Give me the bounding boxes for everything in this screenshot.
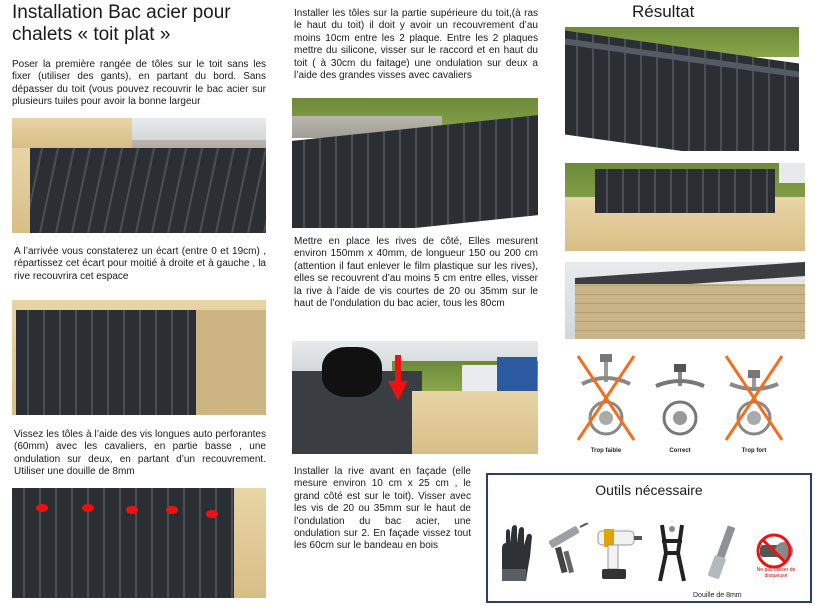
drill-icon <box>594 523 644 583</box>
photo-side-edge <box>292 341 538 454</box>
screw-marker <box>166 506 178 514</box>
step-5-text: Mettre en place les rives de côté, Elles mesurent environ 150mm x 40mm, de longueur 150 ou 200 cm (attention il faut enlever le film plastique sur les rives), elles se recouvrent d’au moins 5 cm entre elles, visser la rive à l’aide de vis courtes de 20 ou 35mm sur le haut de l’ondulation du bac acier, tous les 80cm <box>294 236 538 310</box>
step-4-text: Installer les tôles sur la partie supérieure du toit,(à ras le haut du toit) il doit y avoir un recouvrement d’au moins 10cm entre les 2 plaque. Entre les 2 plaques mettre du silicone, visser sur le raccord et en haut du toit ( à 30cm du faitage) une ondulation sur deux a l’aide des grandes visses avec cavaliers <box>294 8 538 82</box>
photo-gap-sheets <box>12 300 266 415</box>
photo-result-2 <box>565 163 805 251</box>
page-title: Installation Bac acier pour chalets « toit plat » <box>12 2 231 45</box>
screw-marker <box>206 510 218 518</box>
screw-label-too-strong: Trop fort <box>741 448 767 454</box>
photo-first-row-sheets <box>12 118 266 233</box>
photo-result-3 <box>565 262 805 339</box>
gloves-icon <box>496 523 540 583</box>
socket-icon <box>702 523 742 583</box>
photo-result-1 <box>565 27 799 151</box>
step-6-text: Installer la rive avant en façade (elle mesure environ 10 cm x 25 cm , le grand côté est sur le toit). Visser avec les vis de 20 ou 35mm sur le haut de l’ondulation du bac acier, une ondulation sur 2. En façade vissez tout les 60cm sur le bandeau en bois <box>294 466 471 552</box>
socket-caption: Douille de 8mm <box>693 592 742 599</box>
no-grinder-caption: Ne pas utiliser de disqueuse <box>756 567 796 579</box>
tools-title: Outils nécessaire <box>595 482 703 498</box>
screw-too-strong <box>722 350 786 458</box>
silicone-gun-icon <box>544 523 590 583</box>
harness-icon <box>652 523 692 583</box>
step-3-text: Vissez les tôles à l’aide des vis longues auto perforantes (60mm) avec les cavaliers, en partie basse , une ondulation sur deux, en partant d’un recouvrement. Utiliser une douille de 8mm <box>14 429 266 478</box>
down-arrow-icon <box>388 355 408 401</box>
screw-correct <box>648 350 712 458</box>
tools-panel <box>486 473 812 603</box>
photo-upper-sheets <box>292 98 538 228</box>
screw-marker <box>126 506 138 514</box>
screw-label-correct: Correct <box>669 448 691 454</box>
screw-marker <box>36 504 48 512</box>
screw-too-weak <box>574 350 638 458</box>
photo-screws-red-dots <box>12 488 266 598</box>
step-2-text: A l’arrivée vous constaterez un écart (entre 0 et 19cm) , répartissez cet écart pour moitié à droite et à gauche , la rive recouvrira cet espace <box>14 246 266 282</box>
step-1-text: Poser la première rangée de tôles sur le toit sans les fixer (utiliser des gants), en partant du bord. Sans dépasser du toit (vous pouvez recouvrir le bac acier sur plusieurs tuiles pour avoir la bonne largeur <box>12 59 266 108</box>
screw-label-too-weak: Trop faible <box>590 448 622 454</box>
result-title: Résultat <box>632 2 695 21</box>
screw-marker <box>82 504 94 512</box>
